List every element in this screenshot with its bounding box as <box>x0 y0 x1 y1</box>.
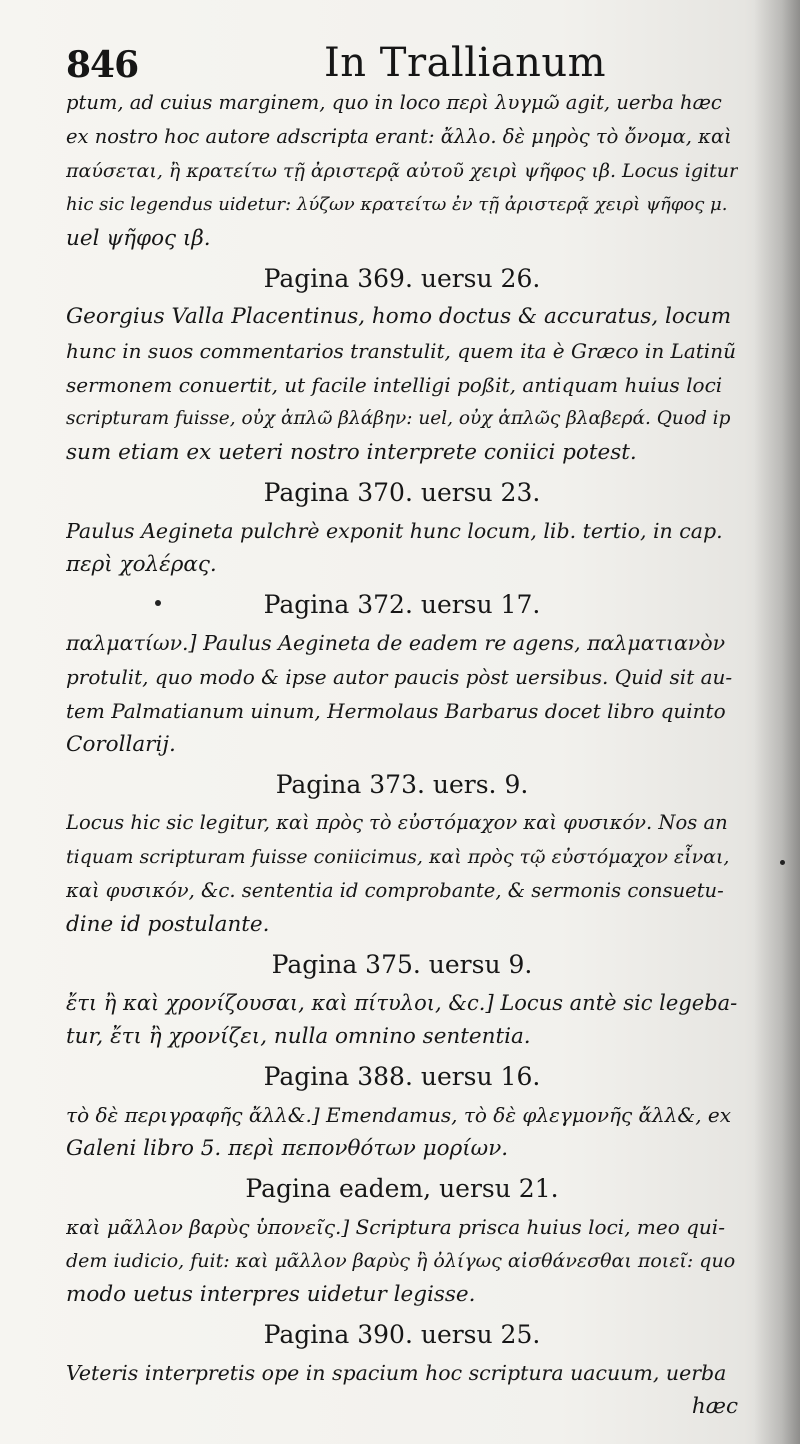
text-line: tur, ἔτι ἢ χρονίζει, nulla omnino sententia. <box>66 1024 531 1049</box>
text-line: sum etiam ex ueteri nostro interprete coniici potest. <box>66 440 637 465</box>
text-line: ptum, ad cuius marginem, quo in loco περὶ λυγμῶ agit, uerba hæc <box>66 91 722 114</box>
page-number: 846 <box>66 44 139 86</box>
text-line: hic sic legendus uidetur: λύζων κρατείτω ἐν τῇ ἀριστερᾷ χειρὶ ψῆφος μ. <box>66 194 728 215</box>
section-heading: Pagina eadem, uersu 21. <box>245 1174 559 1203</box>
text-line: καὶ μᾶλλον βαρὺς ὑπονεῖς.] Scriptura prisca huius loci, meo qui- <box>66 1215 725 1239</box>
text-line: Georgius Valla Placentinus, homo doctus & accuratus, locum <box>66 304 732 329</box>
text-line: τὸ δὲ περιγραφῆς ἄλλ&.] Emendamus, τὸ δὲ φλεγμονῆς ἄλλ&, ex <box>66 1103 732 1127</box>
text-line: dem iudicio, fuit: καὶ μᾶλλον βαρὺς ἢ ὀλίγως αἰσθάνεσθαι ποιεῖ: quo <box>66 1250 736 1272</box>
text-line: uel ψῆφος ιβ. <box>66 226 211 251</box>
text-line: ex nostro hoc autore adscripta erant: ἄλλο. δὲ μηρὸς τὸ ὄνομα, καὶ <box>66 125 732 148</box>
text-line: ἔτι ἢ καὶ χρονίζουσαι, καὶ πίτυλοι, &c.] Locus antè sic legeba- <box>66 991 738 1015</box>
running-title: In Trallianum <box>324 40 607 86</box>
text-line: Corollarij. <box>66 732 176 757</box>
page-gutter-shadow <box>754 0 800 1444</box>
section-heading: Pagina 372. uersu 17. <box>263 590 541 619</box>
page-header <box>66 40 756 88</box>
text-line: Paulus Aegineta pulchrè exponit hunc locum, lib. tertio, in cap. <box>66 519 723 543</box>
text-line: sermonem conuertit, ut facile intelligi poßit, antiquam huius loci <box>66 373 723 397</box>
text-line: scripturam fuisse, οὐχ ἁπλῶ βλάβην: uel, οὐχ ἁπλῶς βλαβερά. Quod ip <box>66 408 731 429</box>
section-heading: Pagina 388. uersu 16. <box>263 1062 541 1091</box>
text-line: dine id postulante. <box>66 912 270 937</box>
text-line: tem Palmatianum uinum, Hermolaus Barbarus docet libro quinto <box>66 699 726 723</box>
section-heading: Pagina 375. uersu 9. <box>271 950 533 979</box>
text-line: tiquam scripturam fuisse coniicimus, καὶ πρὸς τῷ εὐστόμαχον εἶναι, <box>66 846 730 868</box>
text-line: Veteris interpretis ope in spacium hoc scriptura uacuum, uerba <box>66 1361 727 1385</box>
text-line: Locus hic sic legitur, καὶ πρὸς τὸ εὐστόμαχον καὶ φυσικόν. Nos an <box>66 811 728 834</box>
text-line: Galeni libro 5. περὶ πεπονθότων μορίων. <box>66 1136 509 1161</box>
commentary-text <box>66 86 738 1424</box>
catchword: hæc <box>691 1394 738 1419</box>
text-line: hunc in suos commentarios transtulit, quem ita è Græco in Latinũ <box>66 339 736 363</box>
section-heading: Pagina 390. uersu 25. <box>263 1320 541 1349</box>
text-line: protulit, quo modo & ipse autor paucis pòst uersibus. Quid sit au- <box>66 665 733 689</box>
text-line: παλματίων.] Paulus Aegineta de eadem re agens, παλματιανὸν <box>66 631 726 655</box>
text-line: περὶ χολέρας. <box>66 552 217 577</box>
text-line: modo uetus interpres uidetur legisse. <box>66 1282 476 1307</box>
section-heading: Pagina 369. uersu 26. <box>263 264 541 293</box>
section-heading: Pagina 370. uersu 23. <box>263 478 541 507</box>
ink-spot <box>780 860 785 865</box>
ink-spot <box>155 600 161 606</box>
text-line: παύσεται, ἢ κρατείτω τῇ ἀριστερᾷ αὐτοῦ χειρὶ ψῆφος ιβ. Locus igitur <box>66 160 738 182</box>
section-heading: Pagina 373. uers. 9. <box>275 770 529 799</box>
text-line: καὶ φυσικόν, &c. sententia id comprobante, & sermonis consuetu- <box>66 879 724 902</box>
